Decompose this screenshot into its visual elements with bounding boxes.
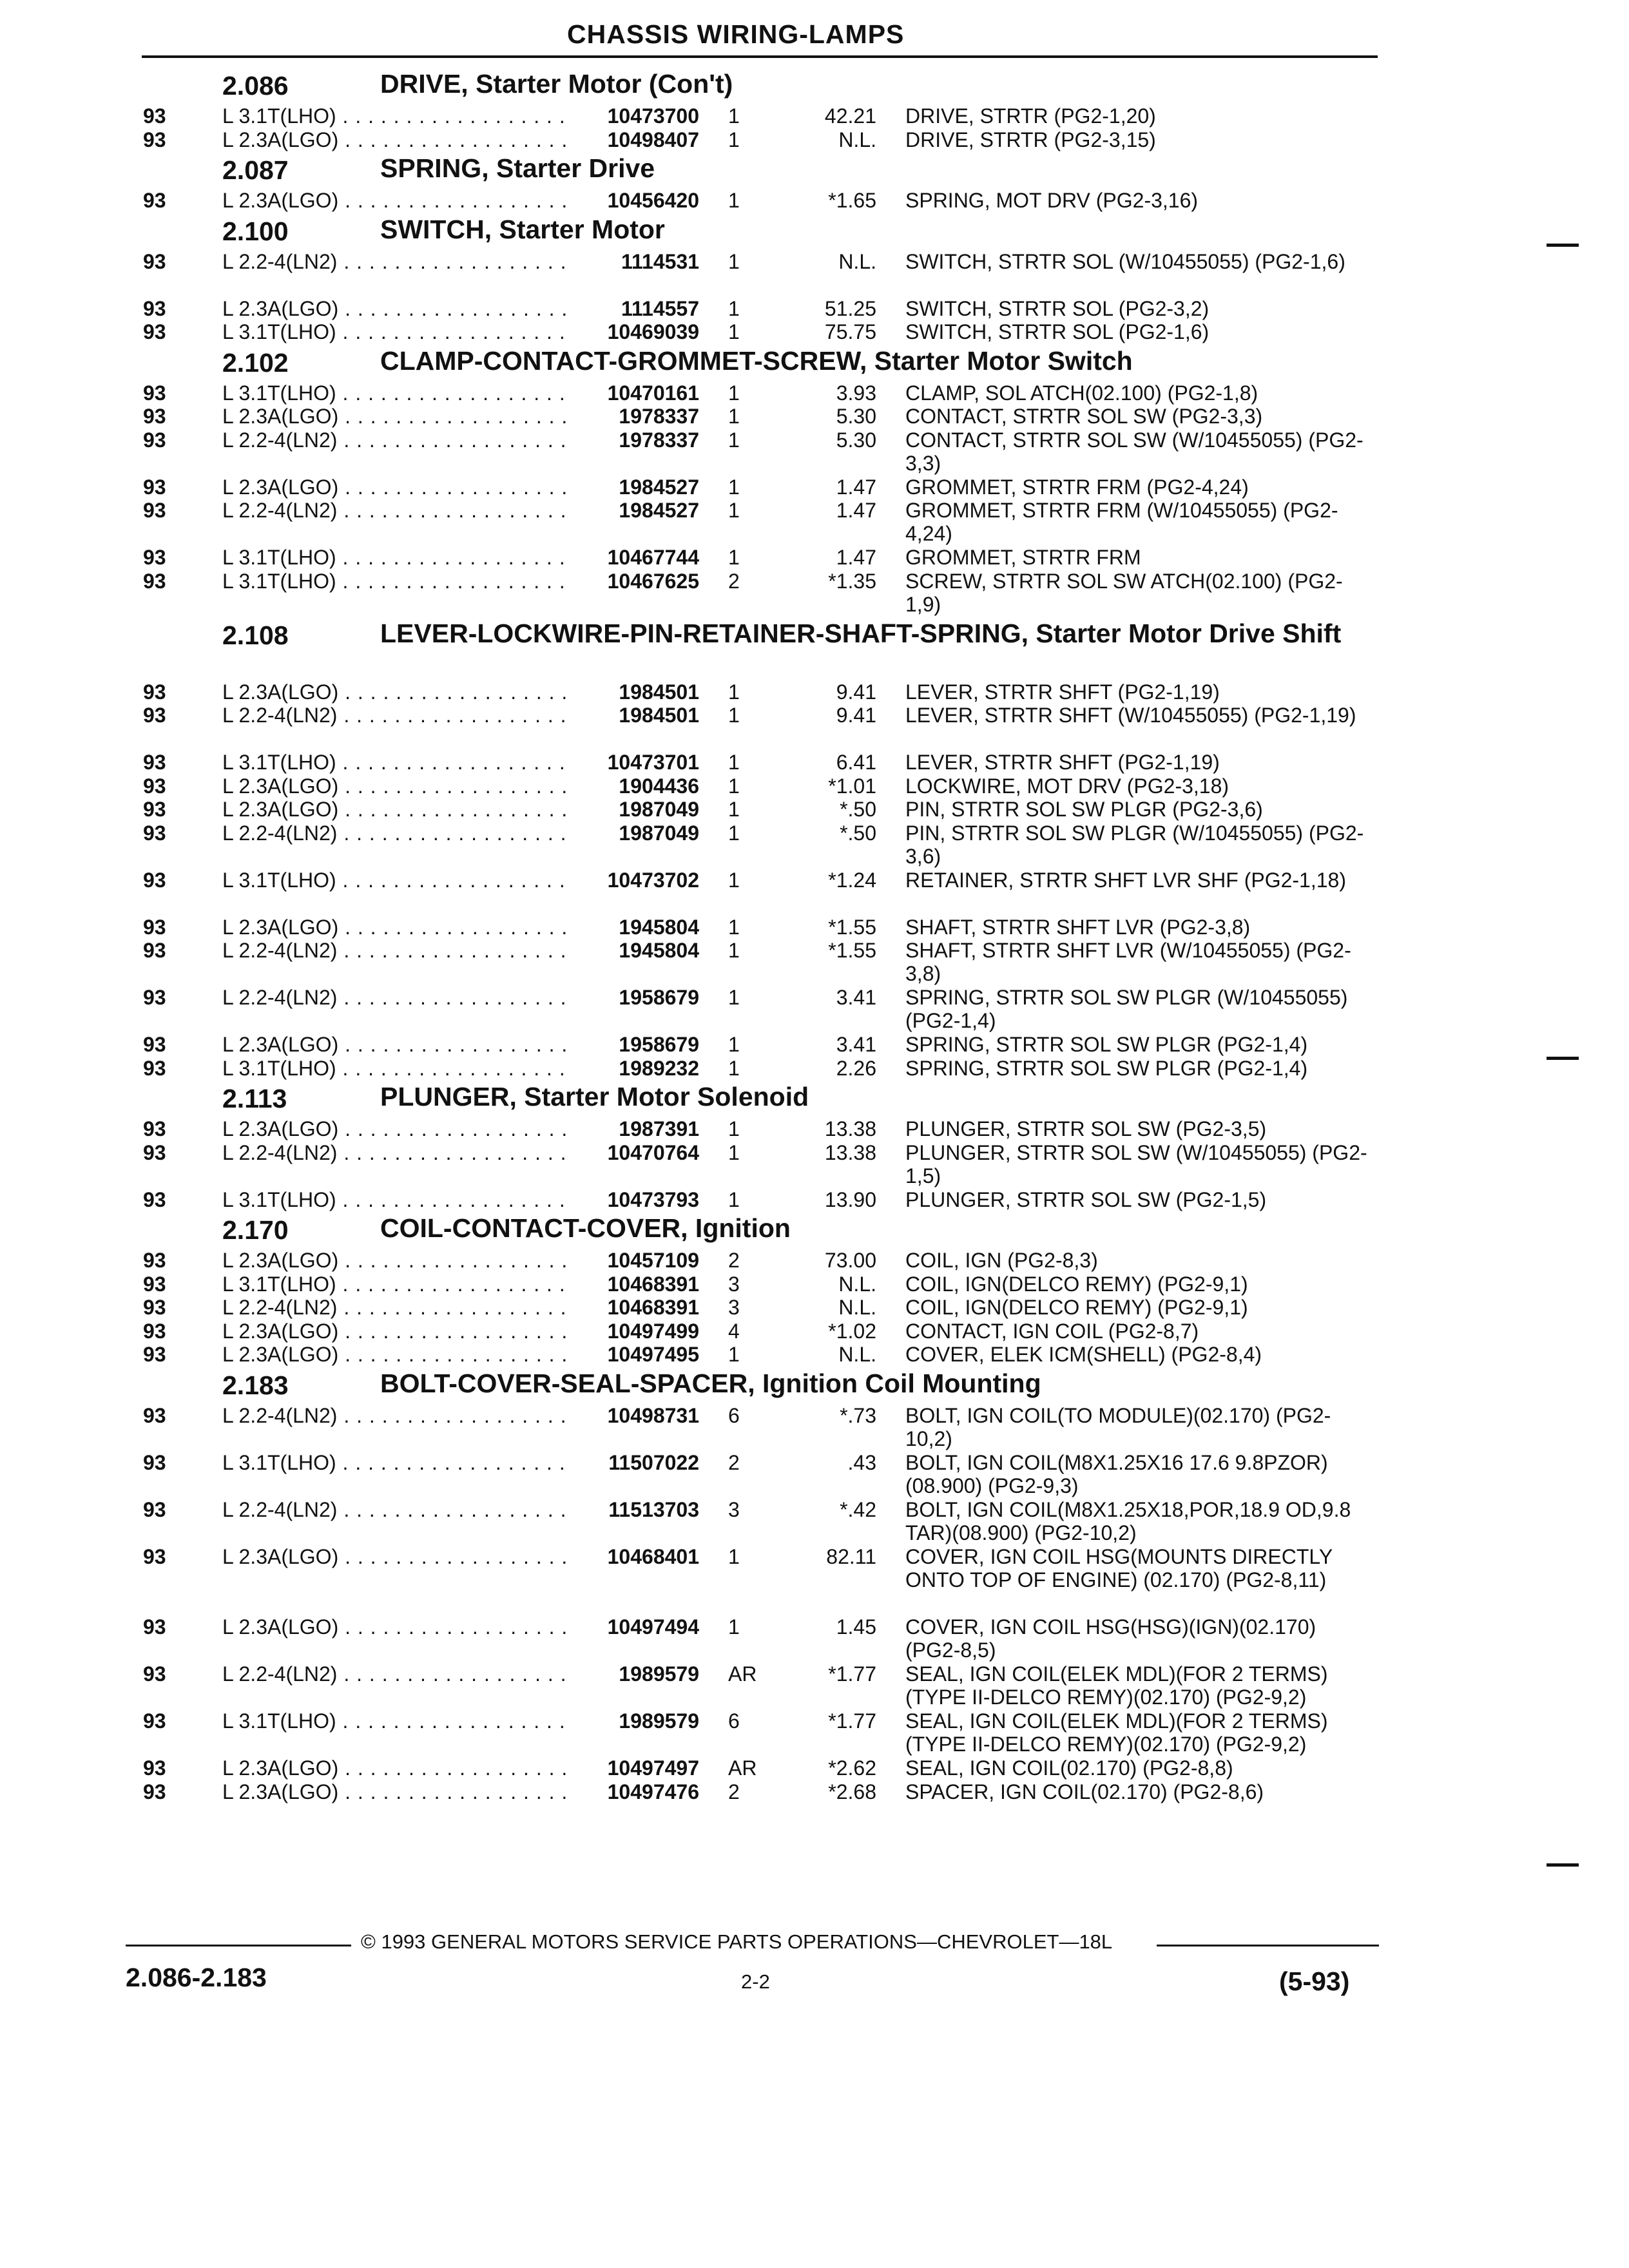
header-rule: [142, 55, 1378, 58]
quantity: 1: [728, 1544, 740, 1568]
engine-code: L 3.1T(LHO) . . .: [222, 381, 570, 405]
part-number: 1904436: [619, 774, 699, 798]
price: 3.41: [836, 1033, 876, 1056]
quantity: 2: [728, 1450, 740, 1474]
model-year: 93: [143, 680, 166, 704]
price: 13.90: [824, 1187, 876, 1211]
section-number: 2.102: [222, 347, 289, 378]
model-year: 93: [143, 1319, 166, 1343]
part-description: DRIVE, STRTR (PG2-3,15): [905, 128, 1156, 151]
price: *2.68: [828, 1780, 876, 1803]
price: N.L.: [838, 249, 876, 273]
quantity: 3: [728, 1296, 740, 1319]
price: 9.41: [836, 704, 876, 727]
model-year: 93: [143, 1756, 166, 1780]
model-year: 93: [143, 320, 166, 343]
section-title: SPRING, Starter Drive: [380, 153, 655, 183]
margin-mark: [1547, 244, 1579, 247]
part-description: GROMMET, STRTR FRM: [905, 546, 1141, 569]
part-number: 10468391: [607, 1296, 699, 1319]
margin-mark: [1547, 1863, 1579, 1867]
section-title: PLUNGER, Starter Motor Solenoid: [380, 1082, 809, 1111]
part-number: 1945804: [619, 915, 699, 939]
part-description: SHAFT, STRTR SHFT LVR (PG2-3,8): [905, 915, 1251, 939]
model-year: 93: [143, 1187, 166, 1211]
engine-code: L 2.3A(LGO) . . .: [222, 916, 570, 939]
model-year: 93: [143, 1117, 166, 1140]
model-year: 93: [143, 499, 166, 522]
model-year: 93: [143, 1497, 166, 1521]
quantity: 1: [728, 939, 740, 962]
model-year: 93: [143, 189, 166, 212]
price: 82.11: [826, 1544, 876, 1568]
engine-code: L 2.3A(LGO) . . .: [222, 189, 570, 212]
part-description: PLUNGER, STRTR SOL SW (W/10455055) (PG2-1,5): [905, 1140, 1367, 1187]
price: N.L.: [838, 128, 876, 151]
footer-rule-right: [1157, 1945, 1379, 1946]
quantity: 1: [728, 296, 740, 320]
engine-code: L 2.3A(LGO) . . .: [222, 798, 570, 821]
price: 51.25: [824, 296, 876, 320]
price: 73.00: [824, 1249, 876, 1272]
engine-code: L 2.2-4(LN2) . . .: [222, 822, 570, 845]
section-number: 2.086: [222, 71, 289, 101]
part-number: 10457109: [607, 1249, 699, 1272]
engine-code: L 2.2-4(LN2) . . .: [222, 250, 570, 273]
engine-code: L 3.1T(LHO) . . .: [222, 1709, 570, 1733]
part-number: 10497497: [607, 1756, 699, 1780]
engine-code: L 2.3A(LGO) . . .: [222, 1117, 570, 1140]
quantity: 1: [728, 128, 740, 151]
part-description: COVER, IGN COIL HSG(MOUNTS DIRECTLY ONTO TOP OF ENGINE) (02.170) (PG2-8,11): [905, 1544, 1333, 1591]
page-title: CHASSIS WIRING-LAMPS: [567, 19, 905, 49]
model-year: 93: [143, 1056, 166, 1080]
price: 3.41: [836, 986, 876, 1009]
part-description: GROMMET, STRTR FRM (W/10455055) (PG2-4,24): [905, 499, 1338, 545]
part-description: PIN, STRTR SOL SW PLGR (PG2-3,6): [905, 798, 1263, 821]
engine-code: L 2.3A(LGO) . . .: [222, 297, 570, 320]
part-number: 1987391: [619, 1117, 699, 1140]
engine-code: L 2.2-4(LN2) . . .: [222, 428, 570, 452]
price: *.50: [840, 821, 876, 845]
engine-code: L 2.2-4(LN2) . . .: [222, 986, 570, 1009]
quantity: 1: [728, 1343, 740, 1366]
engine-code: L 2.3A(LGO) . . .: [222, 1545, 570, 1568]
part-number: 1945804: [619, 939, 699, 962]
engine-code: L 3.1T(LHO) . . .: [222, 320, 570, 343]
engine-code: L 2.3A(LGO) . . .: [222, 680, 570, 704]
part-number: 11507022: [608, 1450, 699, 1474]
section-number: 2.108: [222, 620, 289, 650]
quantity: 3: [728, 1497, 740, 1521]
model-year: 93: [143, 1033, 166, 1056]
section-number: 2.170: [222, 1215, 289, 1245]
part-description: BOLT, IGN COIL(M8X1.25X18,POR,18.9 OD,9.8 TAR)(08.900) (PG2-10,2): [905, 1497, 1351, 1544]
quantity: 1: [728, 986, 740, 1009]
section-number: 2.100: [222, 216, 289, 246]
part-description: SPRING, MOT DRV (PG2-3,16): [905, 189, 1199, 212]
model-year: 93: [143, 1140, 166, 1164]
quantity: 1: [728, 499, 740, 522]
quantity: 1: [728, 249, 740, 273]
part-number: 1958679: [619, 1033, 699, 1056]
engine-code: L 2.2-4(LN2) . . .: [222, 499, 570, 522]
engine-code: L 2.3A(LGO) . . .: [222, 1249, 570, 1272]
quantity: AR: [728, 1662, 757, 1686]
part-description: DRIVE, STRTR (PG2-1,20): [905, 104, 1156, 128]
part-description: CONTACT, IGN COIL (PG2-8,7): [905, 1319, 1199, 1343]
part-description: SPRING, STRTR SOL SW PLGR (PG2-1,4): [905, 1033, 1308, 1056]
page-number: 2-2: [741, 1970, 770, 1993]
part-description: LEVER, STRTR SHFT (W/10455055) (PG2-1,19): [905, 704, 1356, 727]
part-number: 11513703: [608, 1497, 699, 1521]
part-number: 10468391: [607, 1272, 699, 1296]
quantity: 1: [728, 680, 740, 704]
engine-code: L 2.3A(LGO) . . .: [222, 774, 570, 798]
price: *1.24: [828, 868, 876, 892]
engine-code: L 3.1T(LHO) . . .: [222, 1188, 570, 1211]
engine-code: L 3.1T(LHO) . . .: [222, 1057, 570, 1080]
part-number: 10497476: [607, 1780, 699, 1803]
engine-code: L 2.3A(LGO) . . .: [222, 1033, 570, 1056]
price: 5.30: [836, 428, 876, 452]
engine-code: L 2.2-4(LN2) . . .: [222, 704, 570, 727]
section-number: 2.087: [222, 155, 289, 185]
engine-code: L 3.1T(LHO) . . .: [222, 570, 570, 593]
part-number: 1989232: [619, 1056, 699, 1080]
part-number: 1984527: [619, 475, 699, 499]
quantity: 2: [728, 569, 740, 593]
part-description: SWITCH, STRTR SOL (W/10455055) (PG2-1,6): [905, 249, 1345, 273]
quantity: 2: [728, 1249, 740, 1272]
part-number: 10470161: [607, 381, 699, 405]
quantity: 1: [728, 1187, 740, 1211]
price: *2.62: [828, 1756, 876, 1780]
part-description: PLUNGER, STRTR SOL SW (PG2-3,5): [905, 1117, 1267, 1140]
model-year: 93: [143, 1544, 166, 1568]
price: *1.02: [828, 1319, 876, 1343]
part-number: 1114557: [621, 296, 699, 320]
model-year: 93: [143, 1450, 166, 1474]
part-description: COVER, IGN COIL HSG(HSG)(IGN)(02.170) (PG2-8,5): [905, 1615, 1316, 1662]
section-number: 2.183: [222, 1370, 289, 1400]
model-year: 93: [143, 1662, 166, 1686]
part-number: 1984501: [619, 704, 699, 727]
section-number: 2.113: [222, 1084, 287, 1113]
part-description: COVER, ELEK ICM(SHELL) (PG2-8,4): [905, 1343, 1262, 1366]
part-description: RETAINER, STRTR SHFT LVR SHF (PG2-1,18): [905, 868, 1346, 892]
model-year: 93: [143, 128, 166, 151]
margin-mark: [1547, 1057, 1579, 1060]
quantity: 1: [728, 428, 740, 452]
price: 9.41: [836, 680, 876, 704]
part-number: 10497494: [607, 1615, 699, 1639]
model-year: 93: [143, 1403, 166, 1427]
quantity: 1: [728, 546, 740, 569]
engine-code: L 2.2-4(LN2) . . .: [222, 1498, 570, 1521]
quantity: 1: [728, 1140, 740, 1164]
model-year: 93: [143, 704, 166, 727]
part-description: SEAL, IGN COIL(ELEK MDL)(FOR 2 TERMS) (TYPE II-DELCO REMY)(02.170) (PG2-9,2): [905, 1709, 1328, 1756]
quantity: 6: [728, 1403, 740, 1427]
price: *1.77: [828, 1709, 876, 1733]
price: *1.55: [828, 915, 876, 939]
engine-code: L 3.1T(LHO) . . .: [222, 1273, 570, 1296]
part-number: 1978337: [619, 428, 699, 452]
part-description: LEVER, STRTR SHFT (PG2-1,19): [905, 680, 1220, 704]
section-title: DRIVE, Starter Motor (Con't): [380, 69, 733, 99]
part-number: 10467625: [607, 569, 699, 593]
revision-date: (5-93): [1279, 1966, 1350, 1996]
part-number: 10498731: [607, 1403, 699, 1427]
quantity: 3: [728, 1272, 740, 1296]
model-year: 93: [143, 798, 166, 821]
model-year: 93: [143, 1709, 166, 1733]
part-number: 10473701: [607, 751, 699, 774]
model-year: 93: [143, 405, 166, 428]
price: 6.41: [836, 751, 876, 774]
model-year: 93: [143, 939, 166, 962]
part-description: LOCKWIRE, MOT DRV (PG2-3,18): [905, 774, 1229, 798]
price: *1.55: [828, 939, 876, 962]
price: N.L.: [838, 1296, 876, 1319]
engine-code: L 2.2-4(LN2) . . .: [222, 939, 570, 962]
quantity: 1: [728, 798, 740, 821]
part-description: COIL, IGN(DELCO REMY) (PG2-9,1): [905, 1272, 1248, 1296]
part-description: BOLT, IGN COIL(M8X1.25X16 17.6 9.8PZOR)(08.900) (PG2-9,3): [905, 1450, 1328, 1497]
part-number: 1989579: [619, 1662, 699, 1686]
part-description: CLAMP, SOL ATCH(02.100) (PG2-1,8): [905, 381, 1258, 405]
engine-code: L 2.3A(LGO) . . .: [222, 1320, 570, 1343]
part-description: SEAL, IGN COIL(02.170) (PG2-8,8): [905, 1756, 1233, 1780]
quantity: 1: [728, 1033, 740, 1056]
part-number: 1958679: [619, 986, 699, 1009]
section-title: BOLT-COVER-SEAL-SPACER, Ignition Coil Mounting: [380, 1368, 1041, 1398]
quantity: 1: [728, 104, 740, 128]
price: N.L.: [838, 1272, 876, 1296]
model-year: 93: [143, 1615, 166, 1639]
part-description: CONTACT, STRTR SOL SW (W/10455055) (PG2-3,3): [905, 428, 1364, 475]
part-description: GROMMET, STRTR FRM (PG2-4,24): [905, 475, 1249, 499]
part-description: SHAFT, STRTR SHFT LVR (W/10455055) (PG2-3,8): [905, 939, 1351, 985]
model-year: 93: [143, 1272, 166, 1296]
quantity: 1: [728, 475, 740, 499]
engine-code: L 3.1T(LHO) . . .: [222, 104, 570, 128]
section-title: SWITCH, Starter Motor: [380, 214, 665, 244]
engine-code: L 2.2-4(LN2) . . .: [222, 1404, 570, 1427]
price: .43: [847, 1450, 876, 1474]
engine-code: L 2.3A(LGO) . . .: [222, 128, 570, 151]
price: 1.47: [836, 475, 876, 499]
price: *1.77: [828, 1662, 876, 1686]
quantity: 2: [728, 1780, 740, 1803]
price: 13.38: [824, 1117, 876, 1140]
section-range: 2.086-2.183: [126, 1963, 267, 1992]
price: 2.26: [836, 1056, 876, 1080]
price: N.L.: [838, 1343, 876, 1366]
engine-code: L 2.3A(LGO) . . .: [222, 1615, 570, 1639]
part-number: 1114531: [621, 249, 699, 273]
quantity: 1: [728, 320, 740, 343]
model-year: 93: [143, 381, 166, 405]
quantity: 1: [728, 189, 740, 212]
engine-code: L 3.1T(LHO) . . .: [222, 751, 570, 774]
part-description: SCREW, STRTR SOL SW ATCH(02.100) (PG2-1,9): [905, 569, 1343, 616]
part-description: PIN, STRTR SOL SW PLGR (W/10455055) (PG2-3,6): [905, 821, 1364, 868]
section-title: LEVER-LOCKWIRE-PIN-RETAINER-SHAFT-SPRING, Starter Motor Drive Shift: [380, 618, 1342, 648]
part-number: 10456420: [607, 189, 699, 212]
price: 1.45: [836, 1615, 876, 1639]
engine-code: L 2.3A(LGO) . . .: [222, 476, 570, 499]
model-year: 93: [143, 569, 166, 593]
part-number: 10498407: [607, 128, 699, 151]
part-description: CONTACT, STRTR SOL SW (PG2-3,3): [905, 405, 1263, 428]
part-description: SEAL, IGN COIL(ELEK MDL)(FOR 2 TERMS) (TYPE II-DELCO REMY)(02.170) (PG2-9,2): [905, 1662, 1328, 1709]
part-number: 10473702: [607, 868, 699, 892]
model-year: 93: [143, 296, 166, 320]
part-number: 1989579: [619, 1709, 699, 1733]
part-description: SPRING, STRTR SOL SW PLGR (W/10455055) (PG2-1,4): [905, 986, 1348, 1032]
price: *1.01: [828, 774, 876, 798]
model-year: 93: [143, 868, 166, 892]
price: *1.35: [828, 569, 876, 593]
model-year: 93: [143, 821, 166, 845]
quantity: 1: [728, 915, 740, 939]
model-year: 93: [143, 475, 166, 499]
section-title: COIL-CONTACT-COVER, Ignition: [380, 1213, 791, 1243]
quantity: 6: [728, 1709, 740, 1733]
quantity: 1: [728, 1117, 740, 1140]
model-year: 93: [143, 1780, 166, 1803]
engine-code: L 2.3A(LGO) . . .: [222, 405, 570, 428]
part-number: 10473793: [607, 1187, 699, 1211]
price: 13.38: [824, 1140, 876, 1164]
part-description: SPACER, IGN COIL(02.170) (PG2-8,6): [905, 1780, 1264, 1803]
quantity: 1: [728, 821, 740, 845]
part-number: 10497499: [607, 1319, 699, 1343]
price: 5.30: [836, 405, 876, 428]
engine-code: L 3.1T(LHO) . . .: [222, 869, 570, 892]
quantity: 1: [728, 751, 740, 774]
part-number: 1978337: [619, 405, 699, 428]
price: 1.47: [836, 546, 876, 569]
price: *.42: [840, 1497, 876, 1521]
engine-code: L 2.2-4(LN2) . . .: [222, 1662, 570, 1686]
part-number: 1987049: [619, 798, 699, 821]
part-description: BOLT, IGN COIL(TO MODULE)(02.170) (PG2-10,2): [905, 1403, 1331, 1450]
price: *1.65: [828, 189, 876, 212]
quantity: 1: [728, 405, 740, 428]
quantity: 1: [728, 704, 740, 727]
engine-code: L 2.3A(LGO) . . .: [222, 1343, 570, 1366]
price: 1.47: [836, 499, 876, 522]
engine-code: L 2.3A(LGO) . . .: [222, 1756, 570, 1780]
part-description: LEVER, STRTR SHFT (PG2-1,19): [905, 751, 1220, 774]
model-year: 93: [143, 751, 166, 774]
quantity: 1: [728, 774, 740, 798]
engine-code: L 2.3A(LGO) . . .: [222, 1780, 570, 1803]
quantity: 4: [728, 1319, 740, 1343]
price: *.50: [840, 798, 876, 821]
part-number: 10467744: [607, 546, 699, 569]
model-year: 93: [143, 428, 166, 452]
part-number: 10473700: [607, 104, 699, 128]
section-title: CLAMP-CONTACT-GROMMET-SCREW, Starter Motor Switch: [380, 345, 1133, 376]
part-number: 10470764: [607, 1140, 699, 1164]
model-year: 93: [143, 915, 166, 939]
model-year: 93: [143, 774, 166, 798]
part-number: 1984527: [619, 499, 699, 522]
engine-code: L 2.2-4(LN2) . . .: [222, 1141, 570, 1164]
part-description: PLUNGER, STRTR SOL SW (PG2-1,5): [905, 1187, 1267, 1211]
part-number: 10468401: [607, 1544, 699, 1568]
part-description: COIL, IGN (PG2-8,3): [905, 1249, 1098, 1272]
quantity: 1: [728, 1056, 740, 1080]
part-number: 10469039: [607, 320, 699, 343]
quantity: 1: [728, 868, 740, 892]
engine-code: L 3.1T(LHO) . . .: [222, 1451, 570, 1474]
quantity: 1: [728, 1615, 740, 1639]
model-year: 93: [143, 249, 166, 273]
quantity: AR: [728, 1756, 757, 1780]
engine-code: L 2.2-4(LN2) . . .: [222, 1296, 570, 1319]
price: 75.75: [824, 320, 876, 343]
model-year: 93: [143, 1296, 166, 1319]
part-number: 10497495: [607, 1343, 699, 1366]
model-year: 93: [143, 1249, 166, 1272]
model-year: 93: [143, 104, 166, 128]
model-year: 93: [143, 1343, 166, 1366]
part-number: 1987049: [619, 821, 699, 845]
price: 3.93: [836, 381, 876, 405]
part-description: SWITCH, STRTR SOL (PG2-1,6): [905, 320, 1210, 343]
part-description: COIL, IGN(DELCO REMY) (PG2-9,1): [905, 1296, 1248, 1319]
model-year: 93: [143, 986, 166, 1009]
footer-rule-left: [126, 1945, 351, 1946]
model-year: 93: [143, 546, 166, 569]
price: 42.21: [824, 104, 876, 128]
part-number: 1984501: [619, 680, 699, 704]
part-description: SWITCH, STRTR SOL (PG2-3,2): [905, 296, 1210, 320]
quantity: 1: [728, 381, 740, 405]
engine-code: L 3.1T(LHO) . . .: [222, 546, 570, 569]
price: *.73: [840, 1403, 876, 1427]
copyright-text: © 1993 GENERAL MOTORS SERVICE PARTS OPERATIONS—CHEVROLET—18L: [361, 1930, 1113, 1953]
part-description: SPRING, STRTR SOL SW PLGR (PG2-1,4): [905, 1056, 1308, 1080]
